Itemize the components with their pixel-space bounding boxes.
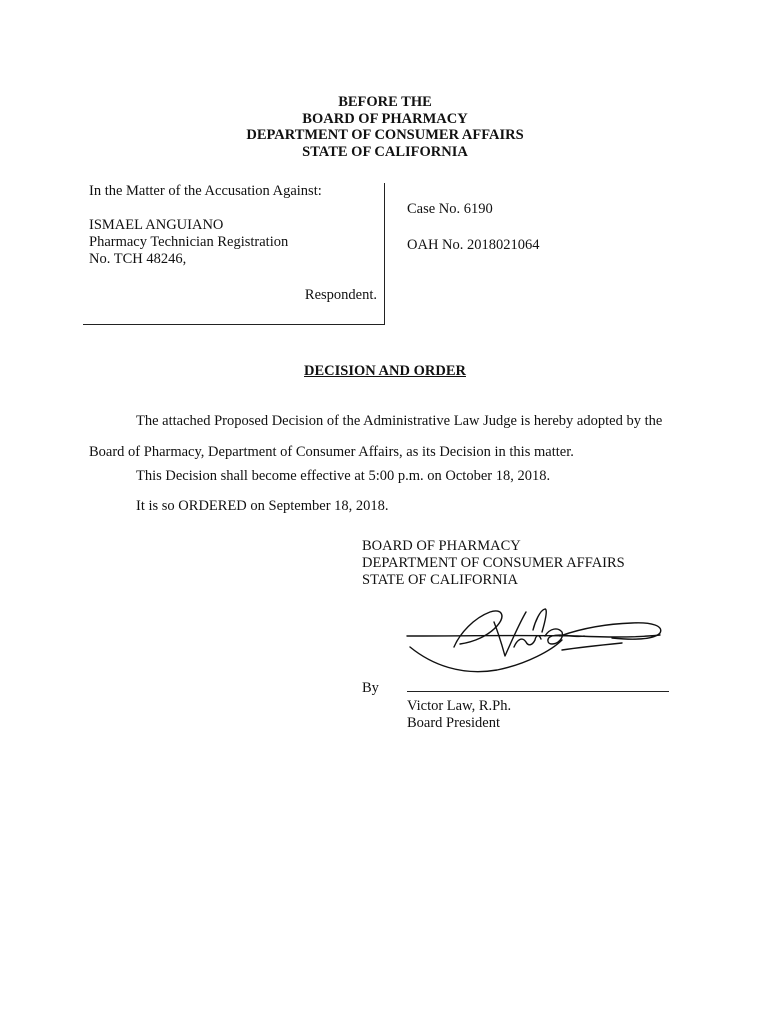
- agency-line-2: DEPARTMENT OF CONSUMER AFFAIRS: [362, 555, 625, 571]
- body-paragraph-3: It is so ORDERED on September 18, 2018.: [136, 498, 389, 514]
- heading-line-4: STATE OF CALIFORNIA: [302, 143, 468, 160]
- respondent-label: Respondent.: [304, 287, 377, 303]
- matter-line: In the Matter of the Accusation Against:: [89, 183, 322, 199]
- body-paragraph-1: The attached Proposed Decision of the Administrative Law Judge is hereby adopted by the Board of Pharmacy, Department of Consumer Affairs, as its Decision in this matter.: [89, 413, 663, 460]
- signature-graphic: [402, 600, 672, 680]
- signing-agency: [362, 538, 625, 589]
- document-heading: [0, 94, 770, 160]
- case-caption-parties: [89, 183, 381, 304]
- case-caption-numbers: [407, 201, 540, 254]
- registration-line-2: No. TCH 48246,: [89, 251, 187, 267]
- registration-line-1: Pharmacy Technician Registration: [89, 234, 289, 250]
- handwritten-signature: [402, 600, 672, 680]
- caption-horizontal-rule: [83, 324, 385, 325]
- signature-line: [407, 691, 669, 692]
- agency-line-3: STATE OF CALIFORNIA: [362, 572, 518, 588]
- signatory-info: [407, 698, 511, 731]
- heading-line-2: BOARD OF PHARMACY: [302, 110, 468, 127]
- body-paragraph-2: This Decision shall become effective at 5:00 p.m. on October 18, 2018.: [136, 468, 551, 484]
- signatory-title: Board President: [407, 714, 501, 731]
- case-number: Case No. 6190: [407, 201, 493, 217]
- heading-line-1: BEFORE THE: [338, 94, 432, 110]
- agency-line-1: BOARD OF PHARMACY: [362, 538, 521, 554]
- caption-vertical-rule: [384, 183, 385, 325]
- signatory-name: Victor Law, R.Ph.: [407, 698, 512, 714]
- respondent-name: ISMAEL ANGUIANO: [89, 217, 224, 233]
- oah-number: OAH No. 2018021064: [407, 237, 540, 253]
- by-label: By: [362, 680, 379, 696]
- document-title: DECISION AND ORDER: [304, 363, 466, 379]
- heading-line-3: DEPARTMENT OF CONSUMER AFFAIRS: [246, 127, 524, 143]
